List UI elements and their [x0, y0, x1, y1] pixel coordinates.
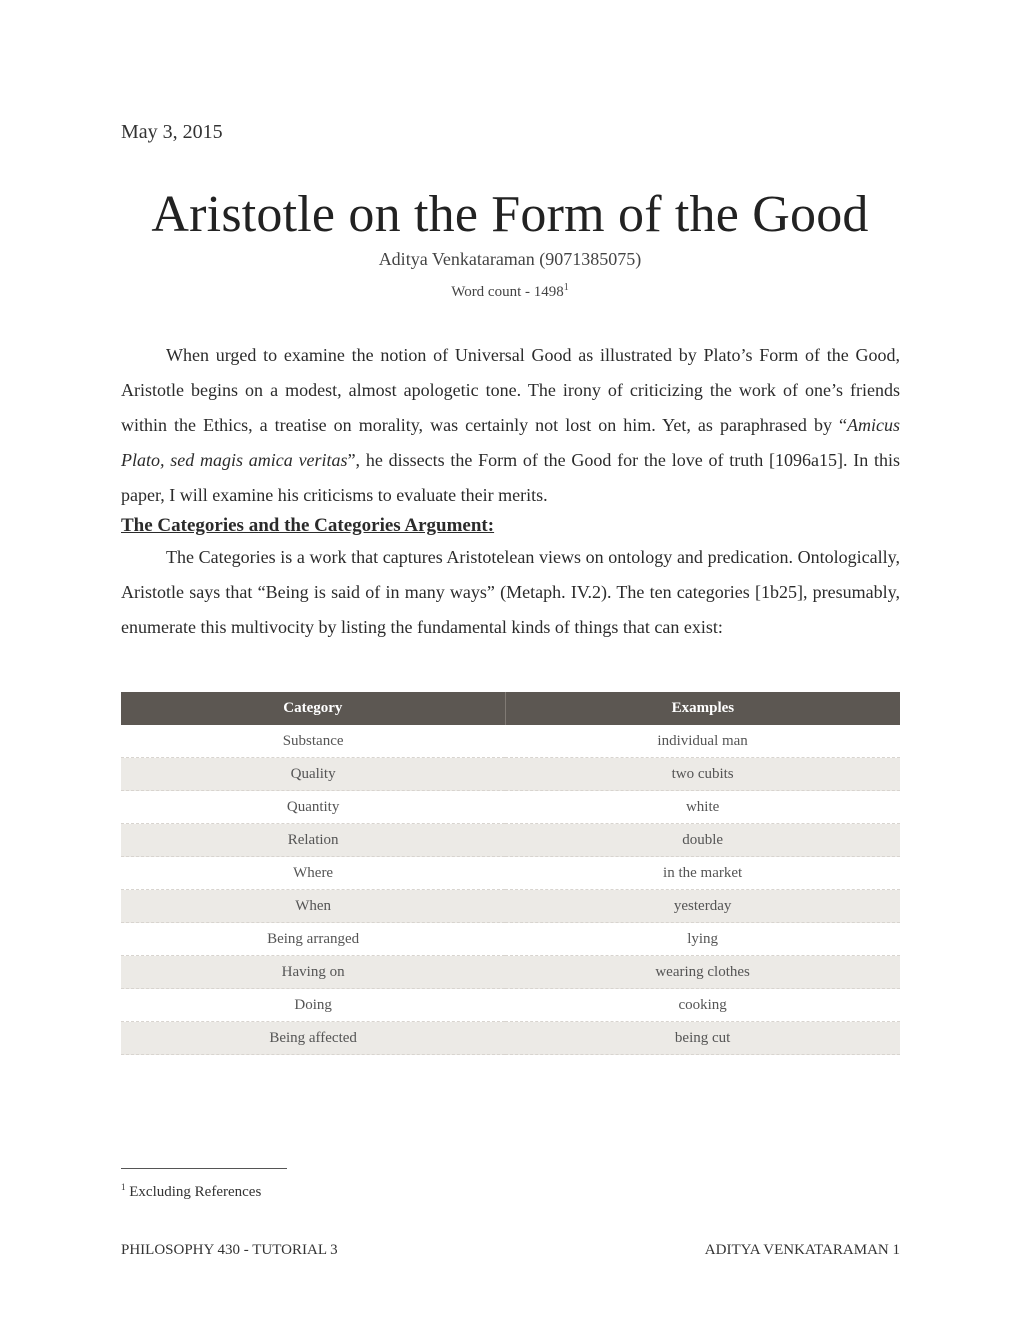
table-row [121, 890, 900, 923]
table-row [121, 857, 900, 890]
example-cell: individual man [505, 725, 900, 758]
word-count-label: Word count - 1498 [451, 284, 564, 300]
footnote [121, 1182, 261, 1201]
table-row [121, 725, 900, 758]
footnote-reference[interactable]: 1 [563, 282, 569, 293]
table-row [121, 989, 900, 1022]
example-cell: cooking [505, 989, 900, 1022]
category-cell: Where [121, 857, 505, 890]
example-cell: wearing clothes [505, 956, 900, 989]
document-body [121, 338, 900, 645]
table-row [121, 923, 900, 956]
category-cell: Substance [121, 725, 505, 758]
table-row [121, 758, 900, 791]
example-cell: yesterday [505, 890, 900, 923]
page-title: Aristotle on the Form of the Good [151, 186, 869, 243]
categories-paragraph: The Categories is a work that captures Aristotelean views on ontology and predication. Ontologically, Aristotle says that “Being is said of in many ways” (Metaph. IV.2). The ten categories [1b25], presumably, enumerate this multivocity by listing the fundamental kinds of things that can exist: [121, 547, 900, 637]
category-cell: Doing [121, 989, 505, 1022]
category-cell: Being arranged [121, 923, 505, 956]
footnote-text: Excluding References [129, 1184, 262, 1200]
intro-text-part2: ”, he dissects the Form of the Good for the love of truth [1096a15]. In this paper, I will examine his criticisms to evaluate their merits. [121, 450, 900, 505]
categories-table [121, 692, 900, 1055]
column-header-examples: Examples [505, 692, 900, 725]
table-row [121, 1022, 900, 1055]
author-line: Aditya Venkataraman (9071385075) [378, 249, 642, 269]
category-cell: Being affected [121, 1022, 505, 1055]
example-cell: lying [505, 923, 900, 956]
footer-author-page: ADITYA VENKATARAMAN 1 [704, 1242, 900, 1258]
category-cell: When [121, 890, 505, 923]
section-heading: The Categories and the Categories Argument: [121, 515, 495, 536]
category-cell: Quality [121, 758, 505, 791]
example-cell: white [505, 791, 900, 824]
word-count [0, 282, 1020, 301]
footnote-marker: 1 [121, 1182, 126, 1192]
latin-quote: Amicus Plato, sed magis amica veritas [121, 415, 900, 470]
category-cell: Quantity [121, 791, 505, 824]
table-header-row [121, 692, 900, 725]
example-cell: in the market [505, 857, 900, 890]
category-cell: Relation [121, 824, 505, 857]
example-cell: double [505, 824, 900, 857]
example-cell: being cut [505, 1022, 900, 1055]
table-row [121, 791, 900, 824]
example-cell: two cubits [505, 758, 900, 791]
footer-course: PHILOSOPHY 430 - TUTORIAL 3 [121, 1242, 338, 1258]
column-header-category: Category [121, 692, 505, 725]
table-row [121, 824, 900, 857]
intro-paragraph [121, 338, 900, 513]
intro-text-part1: When urged to examine the notion of Universal Good as illustrated by Plato’s Form of the Good, Aristotle begins on a modest, almost apologetic tone. The irony of criticizing the work of one’s friends within the Ethics, a treatise on morality, was certainly not lost on him. Yet, as paraphrased by “ [121, 345, 900, 435]
date: May 3, 2015 [121, 121, 223, 143]
category-cell: Having on [121, 956, 505, 989]
footnote-divider [121, 1168, 287, 1169]
table-row [121, 956, 900, 989]
